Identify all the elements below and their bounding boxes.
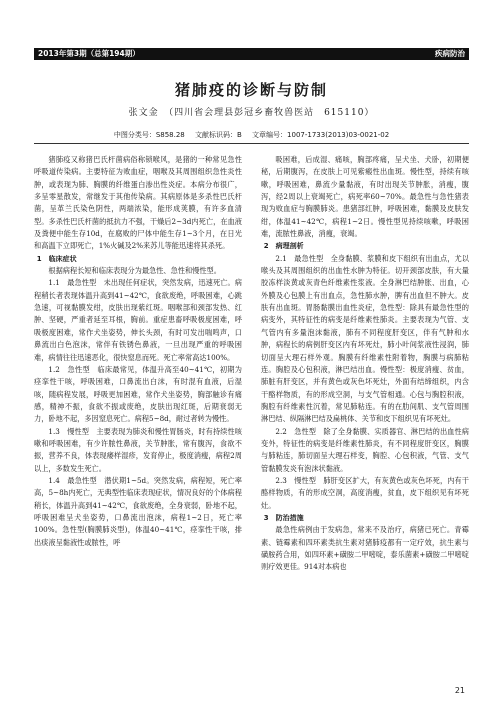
section-heading: 2 病理剖析: [263, 242, 304, 251]
paragraph: 1.2 急性型 临床最常见，体温升高至40~41℃，初期为痉挛性干咳，呼吸困难，口鼻流出白沫，有时混有血液，后湿咳，随病程发展，呼吸更加困难，常作犬坐姿势，胸部触诊有痛感，精神不振，食欲不振或废绝，皮肤出现红斑，后期衰弱无力，卧地不起，多因窒息死亡。病程5~8d，耐过者转为慢性。: [34, 364, 242, 424]
section-heading: 1 临床症状: [36, 254, 77, 263]
right-column: [261, 154, 469, 674]
paragraph: 猪肺疫又称猪巴氏杆菌病俗称锁喉风，是猪的一种常见急性呼吸道传染病。主要特征为败血症，咽喉及其周围组织急性炎性肿，或表现为肺、胸膜的纤维蛋白渗出性炎症。本病分布很广，多呈零星散发，常继发于其他传染病。其病原体是多杀性巴氏杆菌，呈革兰氏染色阴性，两端浓染，能形成荚膜，有许多血清型。多杀性巴氏杆菌的抵抗力不强，干燥后2~3d内死亡，在血液及粪便中能生存10d，在腐败的尸体中能生存1~3个月，在日光和高温下立即死亡，1%火碱及2%来苏儿等能迅速将其杀死。: [34, 155, 242, 251]
clc-number: 中图分类号：S858.28: [113, 131, 185, 139]
paragraph: 吸困难，后成湿、痛咳，胸部疼痛，呈犬坐、犬卧，初期便秘，后期腹泻，在皮肤上可见紫瘢性出血斑。慢性型，持续有咳嗽，呼吸困难，鼻流少量黏液，有时出现关节肿胀，消瘦，腹泻，经2周以上衰竭死亡，病死率60~70%。最急性与急性猪表现为败血症与胸膜肺炎。患猪部红肿，呼吸困难，黏膜及皮肤发绀，体温41~42℃，病程1~2日。慢性型见持续咳嗽，呼吸困难，流脓性鼻液，消瘦，衰竭。: [261, 155, 469, 239]
header-rule: [34, 143, 469, 144]
paragraph: 根据病程长短和临床表现分为最急性、急性和慢性型。: [48, 266, 221, 276]
page-number: 21: [454, 686, 465, 695]
paragraph: 2.1 最急性型 全身黏膜、浆膜和皮下组织有出血点，尤以喉头及其周围组织的出血性水肿为特征。切开颈部皮肤，有大量胶冻样淡黄或灰青色纤维素性浆液。全身淋巴结肿胀、出血，心外膜及心包膜上有出血点，急性肺水肿，脾有出血但不肿大。皮肤有出血斑。胃肠黏膜出血性炎症，急性型：除具有最急性型的病变外，其特征性的病变是纤维素性肺炎。主要表现为气管、支气管内有多量泡沫黏液，肺有不同程度肝变区，伴有气肿和水肿，病程长的病例肝变区内有坏死灶，肺小叶间浆液性浸润，肺切面呈大理石样外观。胸膜有纤维素性附着物，胸膜与病肺粘连。胸腔及心包积液，淋巴结出血。慢性型：极度消瘦、贫血，肺脏有肝变区，并有黄色或灰色坏死灶，外面有结缔组织，内含干酪样物质，有的形成空洞，与支气管相通。心包与胸腔积液，胸腔有纤维素性沉着，常见肺粘连。有的在肋间肌、支气管周围淋巴结、纵隔淋巴结及扁桃体、关节和皮下组织见有坏死灶。: [261, 253, 469, 424]
paragraph: 2.3 慢性型 肺肝变区扩大，有灰黄色或灰色坏死，内有干酪样物质，有的形成空洞，高度消瘦，贫血，皮下组织见有坏死灶。: [261, 475, 469, 510]
author-line: 张文金 （四川省会理县彭冠乡畜牧兽医站 615110）: [128, 108, 375, 118]
section-heading: 3 防治措施: [263, 513, 304, 522]
running-header: [34, 48, 469, 60]
article-id: 文章编号：1007-1733(2013)03-0021-02: [252, 131, 390, 139]
paragraph: 最急性病例由于发病急，常来不及治疗，病猪已死亡。青霉素、链霉素和四环素类抗生素对猪肺疫都有一定疗效，抗生素与磺胺药合用，如四环素+磺胺二甲嘧啶，泰乐菌素+磺胺二甲嘧啶则疗效更佳。914对本病也: [261, 525, 469, 572]
journal-issue: 2013年第3期（总第194期）: [38, 49, 140, 58]
paragraph: 1.3 慢性型 主要表现为肺炎和慢性胃肠炎，时有持续性咳嗽和呼吸困难，有少许脓性鼻液，关节肿胀，常有腹泻，食欲不振，营养不良，体表现痿样湿疹，发育停止，极度消瘦，病程2周以上，多数发生死亡。: [34, 426, 242, 473]
doc-code: 文献标识码：B: [195, 131, 242, 139]
section-name: 疾病防治: [435, 49, 465, 58]
paragraph: 2.2 急性型 除了全身黏膜、实质器官、淋巴结的出血性病变外，特征性的病变是纤维素性肺炎，有不同程度肝变区，胸膜与肺粘连，肺切面呈大理石样变，胸腔、心包积液，气管、支气管黏膜发炎有泡沫状黏液。: [261, 426, 469, 473]
left-column: [34, 154, 242, 674]
article-meta: [0, 130, 503, 140]
paragraph: 1.4 最急性型 潜伏期1~5d。突然发病，病程短，死亡率高，5~8h内死亡，无典型性临床表现症状，情况良好的个体病程稍长，体温升高到41~42℃，食欲废绝，全身衰弱，卧地不起，呼吸困难呈犬坐姿势，口鼻流出泡沫，病程1~2日，死亡率100%。急性型(胸膜肺炎型)，体温40~41℃，痉挛性干咳，排出痰液呈黏液性或脓性，呼: [34, 475, 242, 547]
article-title: 猪肺疫的诊断与防制: [174, 81, 328, 99]
paragraph: 1.1 最急性型 未出现任何症状，突然发病，迅速死亡。病程稍长者表现体温升高到41~42℃，食欲废绝，呼吸困难，心跳急速，可视黏膜发绀，皮肤出现紫红斑。咽喉部和颈部发热、红肿、坚硬，严重者延至耳根，胸前。重症患畜呼吸极度困难，呼吸极度困难，常作犬坐姿势，伸长头颈，有时可发出喘鸣声，口鼻流出白色泡沫，常伴有铁锈色鼻液，一旦出现严重的呼吸困难，病情往往迅速恶化，很快窒息而死。死亡率常高达100%。: [34, 278, 242, 362]
